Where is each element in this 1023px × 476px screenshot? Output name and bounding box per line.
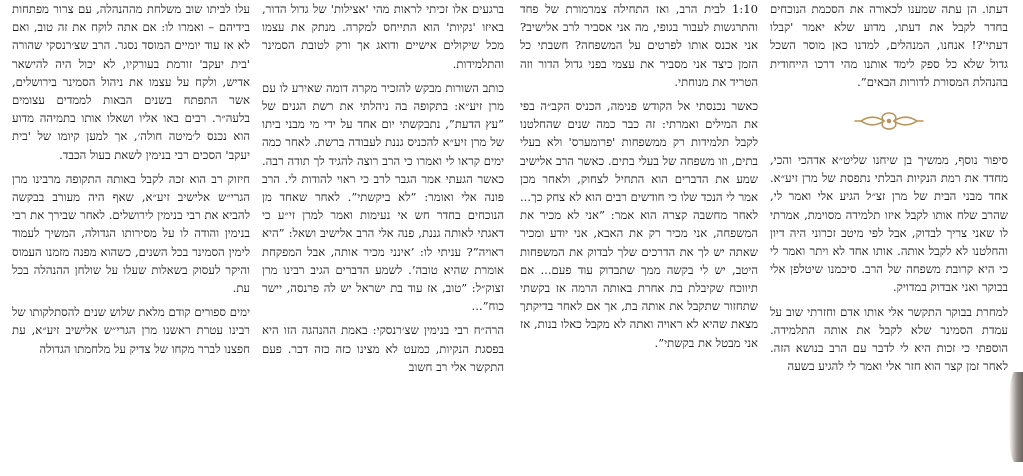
text-column-2	[520, 0, 758, 476]
column-1-paragraph-3: למחרת בבוקר התקשר אלי אותו אדם וחזרתי שוב על עמדת הסמינר שלא לקבל את אותה התלמידה. הוספתי כי זכות היא לי לדבר עם הרב בנושא הזה. לאחר זמן קצר הוא חזר אלי ואמר לי להגיע בשעה	[770, 304, 1008, 374]
ornament-divider-icon	[853, 109, 925, 133]
column-2-paragraph-2: כאשר נכנסתי אל הקודש פנימה, הכניס הקב״ה בפי את המילים ואמרתי: זה כבר כמה שנים שהחלטנו לקבל תלמידות רק ממשפחות 'פרומערס' ולא בעלי בתים, וזו משפחה של בעלי בתים. כאשר הרב אלישיב שמע את הדברים הוא התחיל לצחוק, ולאחר מכן אמר לי הנכד שלו כי חודשים רבים הוא לא צחק כך... לאחר מחשבה קצרה הוא אמר: ”אני לא מכיר את המשפחה, אני מכיר רק את האבא, אני יודע ומכיר שאתה יש לך את הדרכים שלך לבדוק את המשפחות היטב, יש לי בקשה ממך שתבדוק עוד פעם... אם תיווכח שקיבלת בת אחרת באותה הרמה אז בקשתי שתחזור שתקבל את אותה בת, אך אם לאחר בדיקתך מצאת שהיא לא ראויה ואתה לא מקבל כאלו בנות, אז אני מבטל את בקשתי”.	[520, 99, 758, 350]
column-4-paragraph-2: חיזוק רב הוא זכה לקבל באותה התקופה מרבינו מרן הגרי״ש אלישיב זיע״א, שאף היה מעורב בבקשה להביא את רבי בנימין לירושלים. לאחר שבירך את רבי בנימין והודה לו על מסירותו הגדולה, המשיך לעמוד לימין הסמינר בכל השנים, כשהוא מפנה מזמנו העמוס והיקר לעסוק בשאלות שעלו על שולחן ההנהלה בכל עת.	[12, 171, 250, 296]
text-column-4	[12, 0, 250, 476]
text-column-3	[262, 0, 504, 476]
column-1-paragraph-2: סיפור נוסף, ממשיך בן שיחנו שליט״א אדהכי והכי, מחדד את רמת הנקיות הבלתי נתפסת של מרן זיע״א. אחד מבני הבית של מרן זצ״ל הגיע אלי ואמר לי, שהרב שלח אותו לקבל איזו תלמידה מסוימת, אמרתי לו שאני צריך לבדוק, אבל לפי מיטב זכרוני היה דיון והחלטנו לא לקבל אותה. אותו אחד לא ויתר ואמר לי כי היא קרובת משפחה של הרב. סיכמנו שיטלפן אלי בבוקר ואני אבדוק במדויק.	[770, 153, 1008, 295]
column-3-paragraph-3: הרה״ח רבי בנימין שצ׳רנסקי: באמת ההנהגה הזו היא בפסגת הנקיות, כמעט לא מצינו כזה כזה דבר. פעם התקשר אלי רב חשוב	[262, 323, 504, 374]
column-2-paragraph-1: 1:10 לבית הרב, ואז התחילה צמרמורת של פחד והתרגשות לעבור בגופי, מה אני אסביר לרב אלישיב? אני אכנס אותו לפרטים על המשפחה? חשבתי כל הזמן כיצד אני מסביר את עצמי בפני גדול הדור וזה הטריד את מנוחתי.	[520, 2, 758, 89]
text-column-1	[770, 0, 1008, 476]
column-4-paragraph-1: עלו לביתו שוב משלחת מההנהלה, עם צרור מפתחות בידיהם – ואמרו לו: אם אתה לוקח את זה טוב, ואם לא אז עוד יומיים המוסד נסגר. הרב שצ׳רנסקי שהורה 'בית יעקב' זורמת בעורקיו, לא יכול היה להישאר אדיש, ולקח על עצמו את ניהול הסמינר בירושלים, אשר התפתח בשנים הבאות לממדים עצומים בלעה״ר. רבים באו אליו ושאלו אותו בתמיהה מדוע הוא נכנס ל׳מיטה חולה׳, אך למען קיומו של 'בית יעקב' הסכים רבי בנימין לשאת בעול הכבד.	[12, 2, 250, 162]
column-3-paragraph-2: כותב השורות מבקש להזכיר מקרה דומה שאירע לו עם מרן זיע״א: בתקופה בה ניהלתי את רשת הגנים של ”עץ הדעת”, נתבקשתי יום אחד על ידי מי מבני ביתו של מרן זיע״א להכניס גננת לעבודה ברשת. לאחר כמה ימים קראו לי ואמרו כי הרב רוצה להגיד לך תודה רבה. כאשר הגעתי אמר הגבר לרב כי ראוי להודות לי. הרב פונה אלי ואומר: ”לא ביקשתי”. לאחר שאחד מן הנוכחים בחדר חש אי נעימות ואמר למרן זי״ע כי דאגתי לאותה גננת, פנה אלי הרב אלישיב ושאל: ”היא ראויה”? עניתי לו: ’אינני מכיר אותה, אבל המפקחת אומרת שהיא טובה’. לשמע הדברים הגיב רבינו מרן זצוק״ל: ”טוב, אז עוד בת ישראל יש לה פרנסה, יישר כוח”...	[262, 80, 504, 314]
column-4-paragraph-3: ימים ספורים קודם מלאת שלוש שנים להסתלקותו של רבינו עטרת ראשנו מרן הגרי״ש אלישיב זיע״א, עת חפצנו לברר מקחו של צדיק על מלחמתו הגדולה	[12, 305, 250, 356]
column-1-paragraph-1: דעתו. הן עתה שמענו לכאורה את הסכמת הנוכחים בחדר לקבל את דעתו, מדוע שלא יאמר 'קבלו דעתי'?! אנחנו, המנהלים, למדנו כאן מוסר השכל גדול שלא כל ספק לימד אותנו מהי דרכו הייחודית בהנהלת המסורת לדורות הבאים”.	[770, 2, 1008, 89]
column-3-paragraph-1: ברגעים אלו זכיתי לראות מהי 'אצילות' של גדול הדור, באיזו 'נקיות' הוא התייחס למקרה. מנתק את עצמו מכל שיקולים אישיים ודואג אך ורק לטובת הסמינר והתלמידות.	[262, 2, 504, 71]
page-edge-decoration	[1009, 372, 1023, 462]
